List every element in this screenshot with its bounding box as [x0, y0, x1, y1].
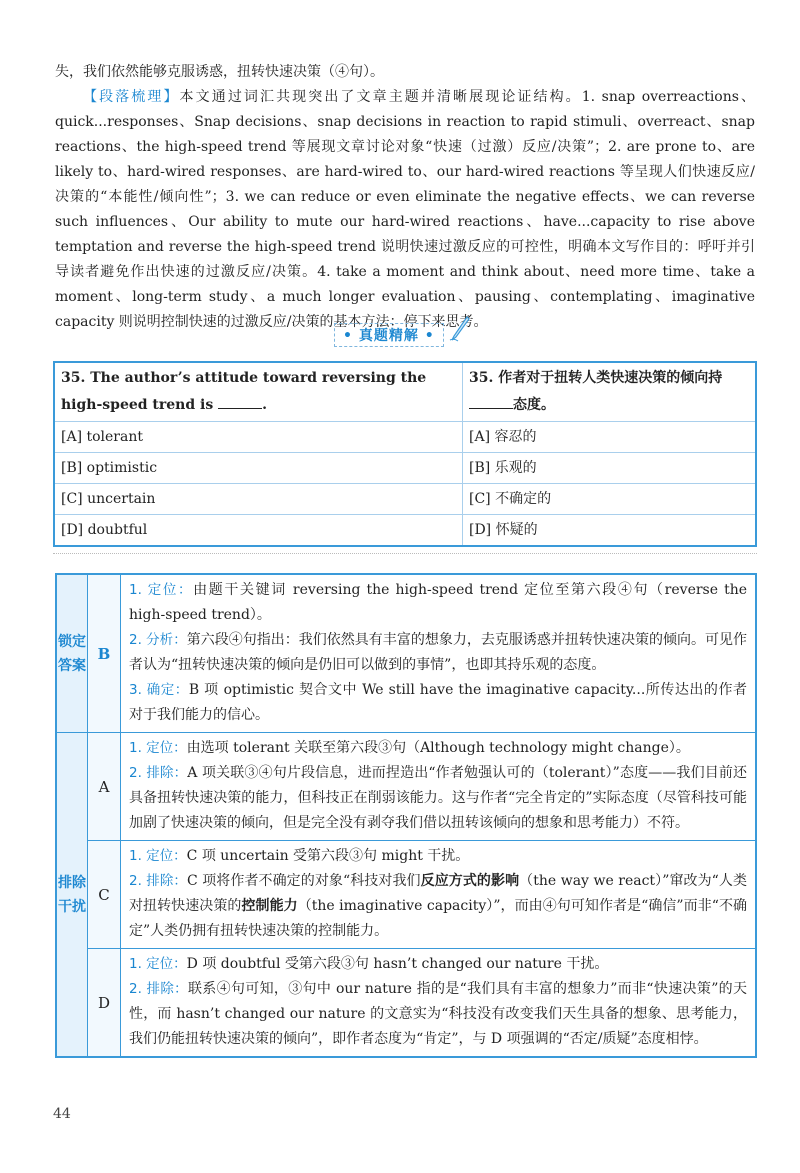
answer-option: B [88, 574, 121, 733]
option-en: [D] doubtful [54, 515, 463, 547]
analysis-item-label: 1. 定位： [129, 582, 194, 598]
analysis-text: D 项 doubtful 受第六段③句 hasn’t changed our nature 干扰。 [186, 956, 609, 972]
question-stem-en: 35. The author’s attitude toward reversing the high-speed trend is . [54, 362, 463, 422]
analysis-item-label: 2. 分析： [129, 632, 187, 648]
option-en: [A] tolerant [54, 422, 463, 453]
analysis-item-label: 1. 定位： [129, 956, 187, 972]
analysis-item-label: 2. 排除： [129, 873, 187, 889]
analysis-text: A 项关联③④句片段信息，进而捏造出“作者勉强认可的（tolerant）”态度——我们目前还具备扭转快速决策的能力，但科技正在削弱该能力。这与作者“完全肯定的”实际态度（尽管科技可能加剧了快速决策的倾向，但是完全没有剥夺我们借以扭转该倾向的想象和思考能力）不符。 [129, 765, 748, 831]
analysis-item-label: 2. 排除： [129, 981, 188, 997]
analysis-item-label: 1. 定位： [129, 740, 187, 756]
page-number: 44 [53, 1106, 71, 1122]
distractor-option: C [88, 841, 121, 949]
option-en: [B] optimistic [54, 453, 463, 484]
analysis-text: （the way we react）”窜改为“人类对扭转快速决策的 [129, 873, 747, 914]
summary-text: 本文通过词汇共现突出了文章主题并清晰展现论证结构。1. snap overreactions、quick...responses、Snap decisions、snap decisions in reaction to rapid stimuli、overreact、snap reactions、the high-speed trend 等展现文章讨论对象“快速（过激）反应/决策”；2. are prone to、are likely to、hard-wired responses、are hard-wired to、our hard-wired reactions 等呈现人们快速反应/决策的“本能性/倾向性”；3. we can reduce or even eliminate the negative effects、we can reverse such influences、Our ability to mute our hard-wired reactions、have...capacity to rise above temptation and reverse the high-speed trend 说明快速过激反应的可控性，明确本文写作目的：呼吁并引导读者避免作出快速的过激反应/决策。4. take a moment and think about、need more time、take a moment、long-term study、a much longer evaluation、pausing、contemplating、imaginative capacity 则说明控制快速的过激反应/决策的基本方法：停下来思考。 [55, 89, 756, 330]
pen-icon [448, 316, 470, 342]
analysis-item-label: 2. 排除： [129, 765, 188, 781]
analysis-item [129, 761, 747, 836]
analysis-item-label: 1. 定位： [129, 848, 187, 864]
analysis-text: （the imaginative capacity）”，而由④句可知作者是“确信”而非“不确定”人类仍拥有扭转快速决策的控制能力。 [129, 898, 748, 939]
option-zh: [A] 容忍的 [463, 422, 757, 453]
analysis-item [129, 869, 747, 944]
question-table [53, 361, 757, 547]
analysis-cell [121, 733, 757, 841]
analysis-item [129, 678, 747, 728]
option-zh: [C] 不确定的 [463, 484, 757, 515]
summary-label: 【段落梳理】 [83, 89, 180, 105]
option-en: [C] uncertain [54, 484, 463, 515]
analysis-cell [121, 574, 757, 733]
analysis-text: C 项将作者不确定的对象“科技对我们 [186, 873, 421, 889]
analysis-item [129, 977, 747, 1052]
emphasis-text: 反应方式的影响 [420, 873, 520, 889]
analysis-cell [121, 949, 757, 1058]
analysis-item [129, 628, 747, 678]
analysis-item-label: 3. 确定： [129, 682, 189, 698]
emphasis-text: 控制能力 [241, 898, 298, 914]
option-zh: [D] 怀疑的 [463, 515, 757, 547]
analysis-text: 由选项 tolerant 关联至第六段③句（Although technology might change）。 [186, 740, 690, 756]
analysis-table [55, 573, 757, 1058]
analysis-item [129, 578, 747, 628]
analysis-item [129, 844, 747, 869]
analysis-text: B 项 optimistic 契合文中 We still have the imaginative capacity...所传达出的作者对于我们能力的信心。 [129, 682, 747, 723]
distractor-option: A [88, 733, 121, 841]
section-heading: • 真题精解 • [334, 323, 444, 347]
analysis-text: 第六段④句指出：我们依然具有丰富的想象力，去克服诱惑并扭转快速决策的倾向。可见作者认为“扭转快速决策的倾向是仍旧可以做到的事情”，也即其持乐观的态度。 [129, 632, 747, 673]
exclude-distractor-label: 排除干扰 [56, 733, 88, 1058]
intro-tail: 失，我们依然能够克服诱惑，扭转快速决策（④句）。 [55, 64, 384, 80]
analysis-text: 由题干关键词 reversing the high-speed trend 定位至第六段④句（reverse the high-speed trend）。 [129, 582, 748, 623]
lock-answer-label: 锁定答案 [56, 574, 88, 733]
analysis-item [129, 736, 747, 761]
question-stem-zh: 35. 作者对于扭转人类快速决策的倾向持态度。 [463, 362, 757, 422]
option-zh: [B] 乐观的 [463, 453, 757, 484]
analysis-item [129, 952, 747, 977]
analysis-cell [121, 841, 757, 949]
analysis-text: C 项 uncertain 受第六段③句 might 干扰。 [186, 848, 470, 864]
distractor-option: D [88, 949, 121, 1058]
divider [53, 553, 757, 554]
analysis-text: 联系④句可知，③句中 our nature 指的是“我们具有丰富的想象力”而非“快速决策”的天性，而 hasn’t changed our nature 的文意实为“科技没有改变我们天生具备的想象、思考能力，我们仍能扭转快速决策的倾向”，即作者态度为“肯定”，与 D 项强调的“否定/质疑”态度相悖。 [129, 981, 747, 1047]
paragraph-summary [55, 85, 755, 335]
